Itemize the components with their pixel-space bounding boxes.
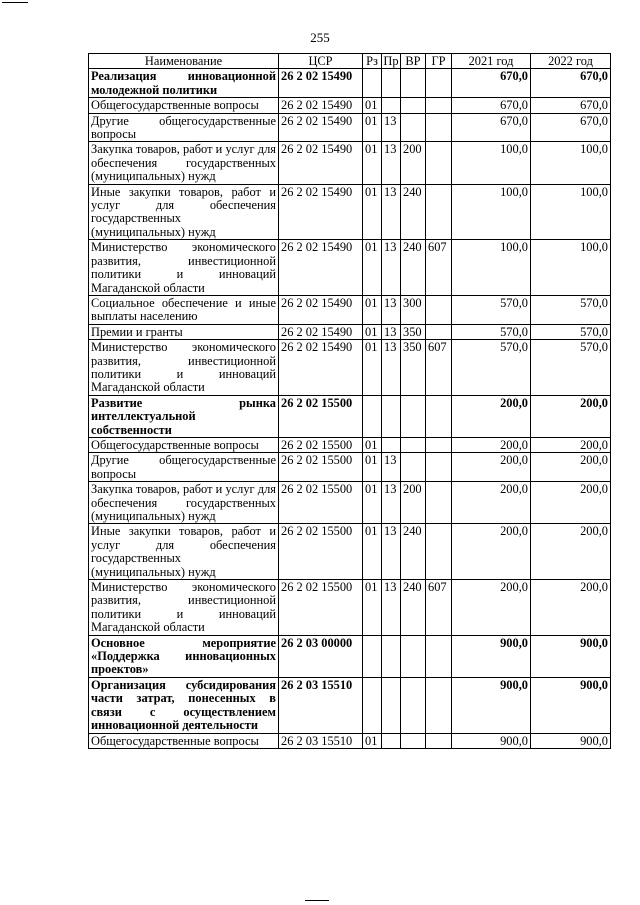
cell-2021: 670,0 [452, 69, 531, 98]
cell-vr [401, 113, 426, 142]
cell-csr: 26 2 02 15500 [279, 524, 363, 580]
header-csr: ЦСР [279, 54, 363, 69]
cell-pr: 13 [382, 295, 401, 324]
table-row [89, 482, 611, 524]
cell-pr [382, 733, 401, 748]
cell-2022: 670,0 [531, 98, 611, 113]
cell-gr [426, 453, 452, 482]
cell-csr: 26 2 02 15490 [279, 98, 363, 113]
cell-rz: 01 [363, 482, 382, 524]
table-row [89, 98, 611, 113]
cell-name: Реализация инновационной молодежной политики [89, 69, 279, 98]
cell-2022: 570,0 [531, 340, 611, 396]
cell-name: Общегосударственные вопросы [89, 733, 279, 748]
table-row [89, 184, 611, 240]
cell-csr: 26 2 02 15490 [279, 240, 363, 296]
cell-2022: 200,0 [531, 580, 611, 636]
table-row [89, 635, 611, 677]
cell-pr [382, 677, 401, 733]
cell-csr: 26 2 02 15500 [279, 437, 363, 452]
cell-gr [426, 184, 452, 240]
table-row [89, 324, 611, 339]
cell-gr: 607 [426, 340, 452, 396]
header-name: Наименование [89, 54, 279, 69]
cell-pr [382, 395, 401, 437]
cell-vr: 240 [401, 524, 426, 580]
bottom-rule [305, 900, 329, 901]
cell-pr: 13 [382, 580, 401, 636]
cell-gr [426, 437, 452, 452]
cell-pr [382, 635, 401, 677]
cell-vr: 200 [401, 142, 426, 184]
cell-vr: 240 [401, 184, 426, 240]
cell-gr [426, 733, 452, 748]
table-body [89, 69, 611, 749]
cell-name: Организация субсидирования части затрат, понесенных в связи с осуществлением инновационной деятельности [89, 677, 279, 733]
cell-2022: 200,0 [531, 437, 611, 452]
table-row [89, 240, 611, 296]
header-gr: ГР [426, 54, 452, 69]
cell-pr: 13 [382, 184, 401, 240]
cell-2021: 200,0 [452, 437, 531, 452]
cell-csr: 26 2 02 15500 [279, 395, 363, 437]
cell-2021: 200,0 [452, 482, 531, 524]
header-pr: Пр [383, 54, 399, 68]
cell-vr [401, 733, 426, 748]
cell-2022: 200,0 [531, 482, 611, 524]
cell-rz: 01 [363, 524, 382, 580]
cell-vr [401, 395, 426, 437]
cell-pr: 13 [382, 524, 401, 580]
cell-name: Иные закупки товаров, работ и услуг для обеспечения государственных (муниципальных) нужд [89, 184, 279, 240]
cell-name: Развитие рынка интеллектуальной собственности [89, 395, 279, 437]
cell-name: Другие общегосударственные вопросы [89, 113, 279, 142]
cell-2022: 100,0 [531, 184, 611, 240]
cell-rz: 01 [363, 437, 382, 452]
cell-csr: 26 2 02 15490 [279, 295, 363, 324]
cell-rz: 01 [363, 240, 382, 296]
table-row [89, 733, 611, 748]
header-2022: 2022 год [531, 54, 611, 69]
cell-pr: 13 [382, 324, 401, 339]
cell-pr: 13 [382, 142, 401, 184]
table-row [89, 580, 611, 636]
table-row [89, 524, 611, 580]
cell-rz [363, 395, 382, 437]
cell-pr [382, 69, 401, 98]
cell-2021: 200,0 [452, 395, 531, 437]
table-row [89, 295, 611, 324]
cell-vr: 350 [401, 324, 426, 339]
cell-csr: 26 2 02 15490 [279, 324, 363, 339]
cell-name: Премии и гранты [89, 324, 279, 339]
cell-name: Закупка товаров, работ и услуг для обеспечения государственных (муниципальных) нужд [89, 142, 279, 184]
cell-2022: 570,0 [531, 295, 611, 324]
cell-2021: 570,0 [452, 340, 531, 396]
cell-2021: 570,0 [452, 295, 531, 324]
cell-name: Основное мероприятие «Поддержка инновационных проектов» [89, 635, 279, 677]
table-row [89, 677, 611, 733]
table-row [89, 69, 611, 98]
cell-vr: 350 [401, 340, 426, 396]
cell-csr: 26 2 02 15490 [279, 69, 363, 98]
table-row [89, 437, 611, 452]
cell-2022: 200,0 [531, 453, 611, 482]
cell-rz: 01 [363, 453, 382, 482]
cell-name: Иные закупки товаров, работ и услуг для обеспечения государственных (муниципальных) нужд [89, 524, 279, 580]
cell-2022: 900,0 [531, 635, 611, 677]
cell-rz: 01 [363, 98, 382, 113]
cell-gr [426, 524, 452, 580]
cell-rz: 01 [363, 340, 382, 396]
cell-2022: 570,0 [531, 324, 611, 339]
cell-name: Общегосударственные вопросы [89, 437, 279, 452]
cell-vr [401, 677, 426, 733]
cell-2021: 200,0 [452, 453, 531, 482]
cell-gr [426, 395, 452, 437]
cell-name: Министерство экономического развития, инвестиционной политики и инноваций Магаданской области [89, 580, 279, 636]
cell-gr [426, 677, 452, 733]
cell-2022: 670,0 [531, 113, 611, 142]
cell-rz: 01 [363, 733, 382, 748]
cell-2021: 670,0 [452, 98, 531, 113]
header-row [89, 54, 611, 69]
cell-rz: 01 [363, 295, 382, 324]
cell-gr [426, 482, 452, 524]
cell-vr [401, 98, 426, 113]
cell-2021: 900,0 [452, 635, 531, 677]
cell-vr: 200 [401, 482, 426, 524]
table-row [89, 453, 611, 482]
cell-name: Министерство экономического развития, инвестиционной политики и инноваций Магаданской области [89, 340, 279, 396]
cell-gr: 607 [426, 580, 452, 636]
cell-2021: 100,0 [452, 240, 531, 296]
cell-csr: 26 2 02 15490 [279, 113, 363, 142]
cell-pr [382, 437, 401, 452]
budget-table [88, 53, 611, 749]
table-row [89, 340, 611, 396]
cell-2021: 670,0 [452, 113, 531, 142]
header-2021: 2021 год [452, 54, 531, 69]
cell-gr [426, 295, 452, 324]
cell-name: Общегосударственные вопросы [89, 98, 279, 113]
cell-rz: 01 [363, 184, 382, 240]
cell-2021: 100,0 [452, 142, 531, 184]
cell-vr: 300 [401, 295, 426, 324]
cell-pr: 13 [382, 240, 401, 296]
cell-csr: 26 2 03 00000 [279, 635, 363, 677]
cell-pr: 13 [382, 482, 401, 524]
cell-2022: 200,0 [531, 395, 611, 437]
table-row [89, 142, 611, 184]
cell-2022: 670,0 [531, 69, 611, 98]
cell-rz: 01 [363, 324, 382, 339]
cell-csr: 26 2 02 15490 [279, 340, 363, 396]
cell-gr [426, 98, 452, 113]
cell-gr [426, 69, 452, 98]
cell-pr [382, 98, 401, 113]
cell-name: Другие общегосударственные вопросы [89, 453, 279, 482]
cell-gr: 607 [426, 240, 452, 296]
cell-rz [363, 677, 382, 733]
header-vr: ВР [401, 54, 426, 69]
cell-gr [426, 142, 452, 184]
cell-name: Министерство экономического развития, инвестиционной политики и инноваций Магаданской области [89, 240, 279, 296]
cell-rz: 01 [363, 142, 382, 184]
cell-vr [401, 69, 426, 98]
cell-2021: 900,0 [452, 733, 531, 748]
cell-csr: 26 2 03 15510 [279, 677, 363, 733]
cell-name: Закупка товаров, работ и услуг для обеспечения государственных (муниципальных) нужд [89, 482, 279, 524]
cell-pr: 13 [382, 340, 401, 396]
cell-rz [363, 635, 382, 677]
cell-csr: 26 2 03 15510 [279, 733, 363, 748]
cell-gr [426, 113, 452, 142]
cell-pr: 13 [382, 453, 401, 482]
cell-2022: 100,0 [531, 240, 611, 296]
header-rz: Рз [363, 54, 382, 69]
cell-vr [401, 453, 426, 482]
cell-rz: 01 [363, 580, 382, 636]
cell-gr [426, 635, 452, 677]
cell-2021: 900,0 [452, 677, 531, 733]
cell-2021: 200,0 [452, 524, 531, 580]
top-rule [2, 2, 28, 3]
cell-gr [426, 324, 452, 339]
cell-vr [401, 635, 426, 677]
cell-vr: 240 [401, 580, 426, 636]
table-row [89, 113, 611, 142]
table-row [89, 395, 611, 437]
cell-2021: 570,0 [452, 324, 531, 339]
cell-name: Социальное обеспечение и иные выплаты населению [89, 295, 279, 324]
cell-csr: 26 2 02 15490 [279, 184, 363, 240]
cell-rz [363, 69, 382, 98]
cell-2021: 200,0 [452, 580, 531, 636]
cell-2022: 900,0 [531, 677, 611, 733]
page-number: 255 [310, 30, 330, 45]
cell-vr: 240 [401, 240, 426, 296]
cell-rz: 01 [363, 113, 382, 142]
cell-pr: 13 [382, 113, 401, 142]
cell-csr: 26 2 02 15500 [279, 453, 363, 482]
cell-csr: 26 2 02 15500 [279, 580, 363, 636]
cell-vr [401, 437, 426, 452]
cell-2022: 100,0 [531, 142, 611, 184]
cell-2022: 200,0 [531, 524, 611, 580]
cell-csr: 26 2 02 15490 [279, 142, 363, 184]
cell-2021: 100,0 [452, 184, 531, 240]
cell-csr: 26 2 02 15500 [279, 482, 363, 524]
cell-2022: 900,0 [531, 733, 611, 748]
